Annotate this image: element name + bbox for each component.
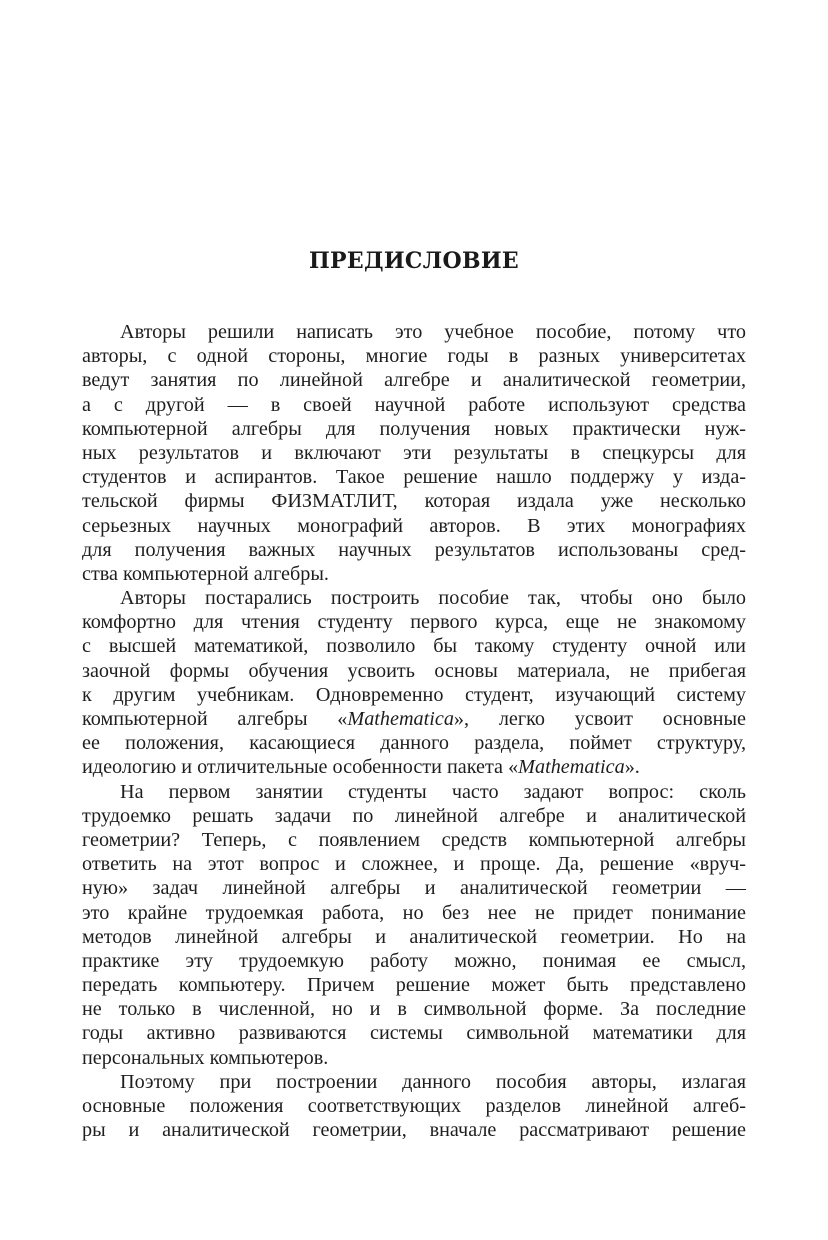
text-line: для получения важных научных результатов использованы сред- (82, 538, 746, 561)
text-line: ры и аналитической геометрии, вначале рассматривают решение (82, 1119, 746, 1142)
text-line: передать компьютеру. Причем решение может быть представлено (82, 974, 746, 997)
page-title: ПРЕДИСЛОВИЕ (308, 248, 519, 274)
body-text (82, 320, 746, 1142)
text-line: идеологию и отличительные особенности пакета «Mathematica». (82, 756, 640, 779)
text-line: ную» задач линейной алгебры и аналитической геометрии — (82, 877, 746, 900)
text-line: компьютерной алгебры «Mathematica», легко усвоит основные (82, 708, 746, 730)
text-line: геометрии? Теперь, с появлением средств компьютерной алгебры (82, 828, 746, 851)
paragraph-4 (82, 1070, 746, 1143)
text-line: практике эту трудоемкую работу можно, понимая ее смысл, (82, 949, 746, 972)
text-line: ответить на этот вопрос и сложнее, и проще. Да, решение «вруч- (82, 853, 746, 876)
text-line: персональных компьютеров. (82, 1046, 329, 1069)
text-line: На первом занятии студенты часто задают вопрос: сколь (120, 780, 746, 803)
text-line: основные положения соответствующих разделов линейной алгеб- (82, 1095, 746, 1117)
text-line: серьезных научных монографий авторов. В этих монографиях (82, 514, 746, 537)
paragraph-3 (82, 780, 746, 1070)
text-line: Поэтому при построении данного пособия авторы, излагая (120, 1070, 746, 1093)
text-line: трудоемко решать задачи по линейной алгебре и аналитической (82, 804, 746, 827)
text-line: Авторы постарались построить пособие так, чтобы оно было (120, 587, 746, 610)
text-line: не только в численной, но и в символьной форме. За последние (82, 998, 746, 1021)
text-line: Авторы решили написать это учебное пособие, потому что (120, 321, 746, 343)
text-line: тельской фирмы ФИЗМАТЛИТ, которая издала уже несколько (82, 490, 746, 513)
text-line: с высшей математикой, позволило бы такому студенту очной или (82, 635, 746, 658)
text-line: ных результатов и включают эти результаты в спецкурсы для (82, 441, 746, 464)
text-line: ства компьютерной алгебры. (82, 562, 329, 585)
text-line: ведут занятия по линейной алгебре и аналитической геометрии, (82, 369, 746, 392)
text-line: студентов и аспирантов. Такое решение нашло поддержу у изда- (82, 466, 746, 489)
text-line: годы активно развиваются системы символьной математики для (82, 1022, 746, 1045)
text-line: ее положения, касающиеся данного раздела, поймет структуру, (82, 732, 746, 755)
text-line: авторы, с одной стороны, многие годы в разных университетах (82, 345, 746, 368)
text-line: комфортно для чтения студенту первого курса, еще не знакомому (82, 611, 746, 634)
text-line: а с другой — в своей научной работе используют средства (82, 393, 746, 416)
text-line: заочной формы обучения усвоить основы материала, не прибегая (82, 659, 746, 682)
text-line: методов линейной алгебры и аналитической геометрии. Но на (82, 925, 746, 948)
paragraph-1 (82, 320, 746, 586)
text-line: к другим учебникам. Одновременно студент, изучающий систему (82, 683, 746, 706)
paragraph-2 (82, 586, 746, 780)
text-line: это крайне трудоемкая работа, но без нее не придет понимание (82, 901, 746, 924)
text-line: компьютерной алгебры для получения новых практически нуж- (82, 417, 746, 440)
